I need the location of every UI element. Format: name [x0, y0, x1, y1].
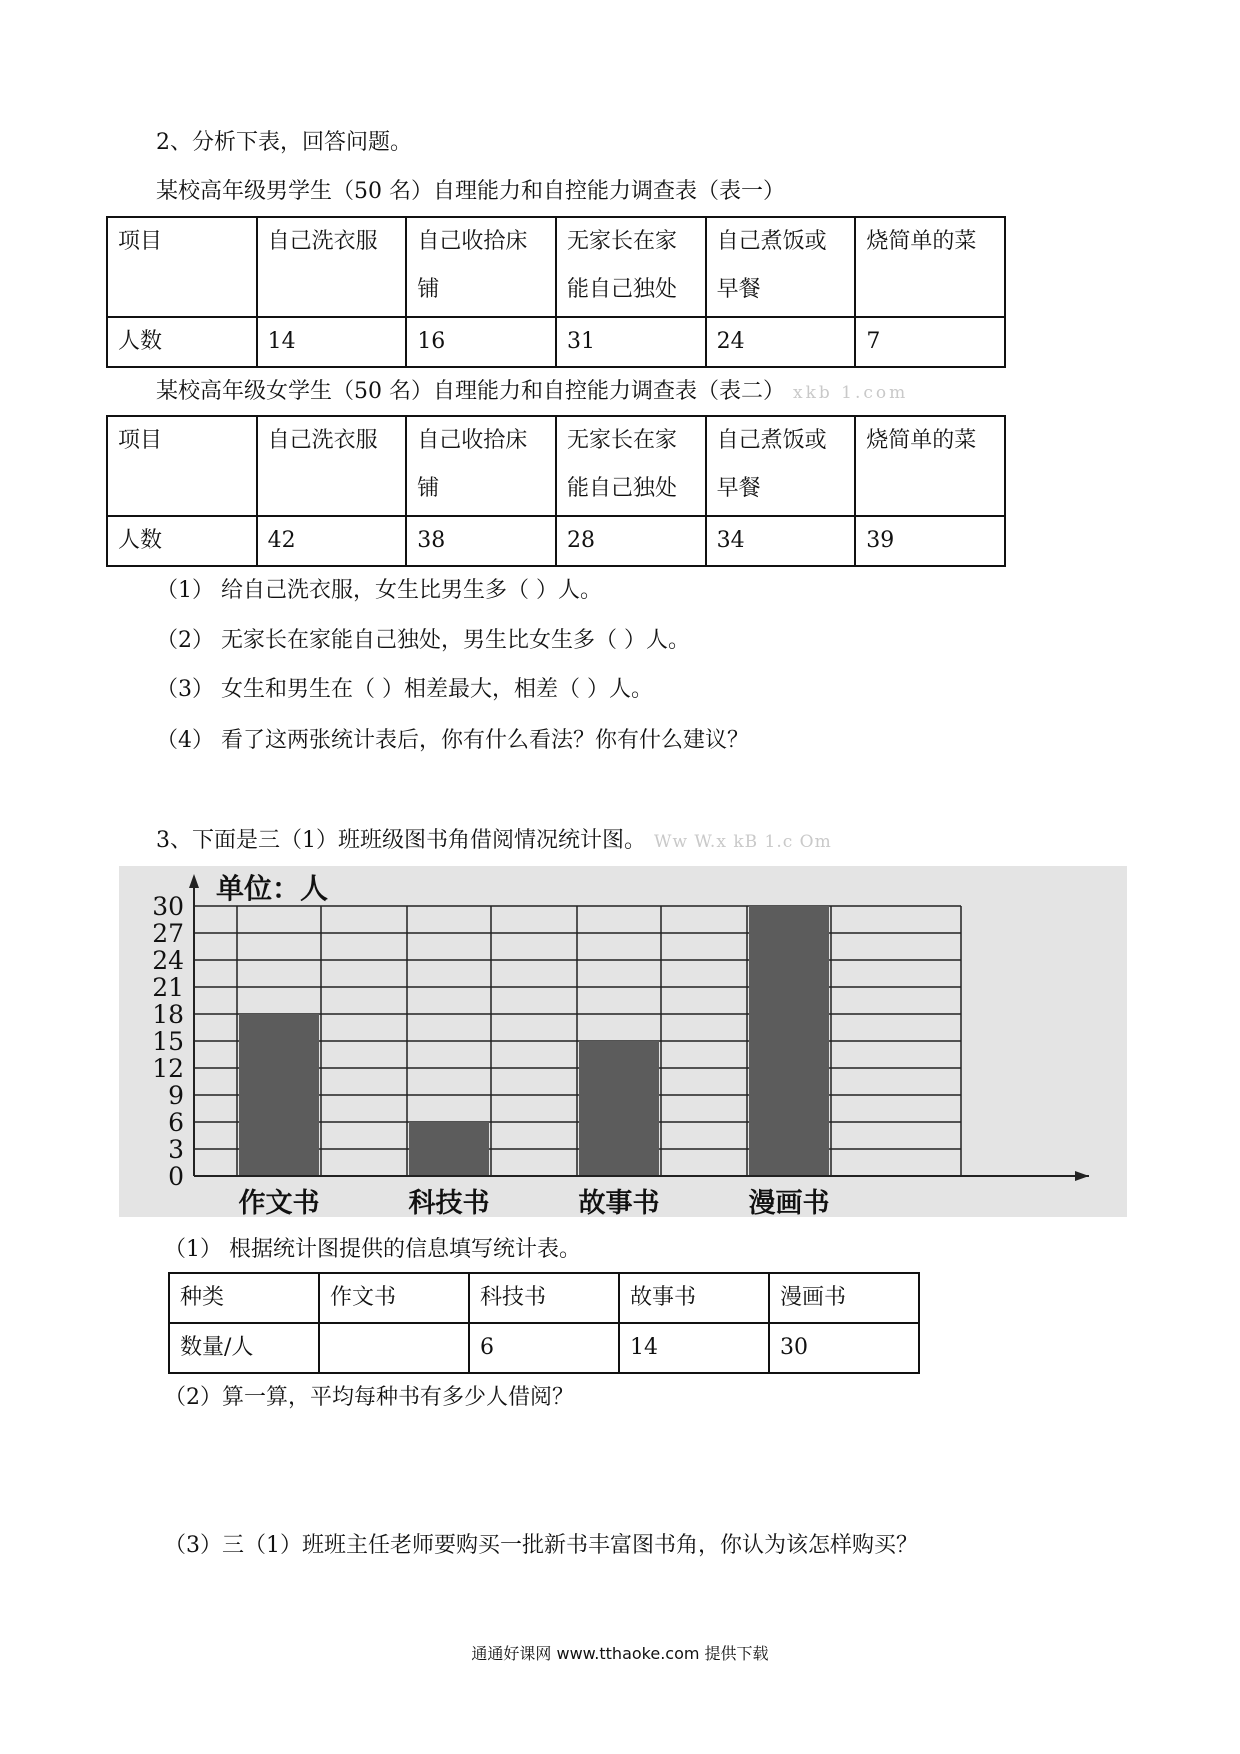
- girls-col-5: 烧简单的菜: [855, 416, 1005, 516]
- boys-table: [106, 216, 1006, 368]
- y-tick-label: 21: [152, 973, 184, 1002]
- bar-科技书: [409, 1122, 489, 1176]
- boys-count-1: 14: [257, 317, 407, 367]
- q3-heading-text: 3、下面是三（1）班班级图书角借阅情况统计图。: [156, 828, 646, 853]
- y-tick-label: 3: [168, 1135, 184, 1164]
- bar-chart-svg: [119, 866, 1127, 1217]
- books-cell-4: 14: [619, 1323, 769, 1373]
- girls-table: [106, 415, 1006, 567]
- q2-question-4: （4） 看了这两张统计表后，你有什么看法？你有什么建议？: [156, 728, 749, 753]
- boys-count-3: 31: [556, 317, 706, 367]
- girls-table-header-row: [107, 416, 1005, 516]
- girls-col-4: 自己煮饭或 早餐: [706, 416, 856, 516]
- unit-label: 单位：人: [216, 872, 329, 905]
- x-category-label: 故事书: [578, 1188, 660, 1217]
- books-head-5: 漫画书: [769, 1273, 919, 1323]
- boys-count-label: 人数: [107, 317, 257, 367]
- x-category-label: 科技书: [408, 1188, 490, 1217]
- girls-table-count-row: [107, 516, 1005, 566]
- books-cell-5: 30: [769, 1323, 919, 1373]
- y-tick-label: 6: [168, 1108, 184, 1137]
- girls-count-5: 39: [855, 516, 1005, 566]
- y-axis-arrow: [189, 874, 199, 888]
- q3-heading: [156, 826, 832, 857]
- q2-heading: 2、分析下表，回答问题。: [156, 130, 412, 155]
- books-table-header-row: [169, 1273, 919, 1323]
- books-head-4: 故事书: [619, 1273, 769, 1323]
- y-tick-label: 0: [168, 1162, 184, 1191]
- books-table-count-row: [169, 1323, 919, 1373]
- table1-title: 某校高年级男学生（50 名）自理能力和自控能力调查表（表一）: [156, 179, 785, 204]
- y-tick-label: 24: [152, 946, 184, 975]
- q3-sub-1: （1） 根据统计图提供的信息填写统计表。: [164, 1237, 581, 1262]
- y-tick-label: 27: [152, 919, 184, 948]
- x-category-label: 作文书: [238, 1188, 320, 1217]
- boys-count-4: 24: [706, 317, 856, 367]
- girls-count-3: 28: [556, 516, 706, 566]
- girls-col-2: 自己收拾床 铺: [406, 416, 556, 516]
- boys-col-3: 无家长在家 能自己独处: [556, 217, 706, 317]
- table2-watermark: xkb 1.com: [793, 383, 909, 403]
- q3-sub-3: （3）三（1）班班主任老师要购买一批新书丰富图书角，你认为该怎样购买？: [164, 1533, 918, 1558]
- girls-count-label: 人数: [107, 516, 257, 566]
- books-cell-3: 6: [469, 1323, 619, 1373]
- bar-漫画书: [749, 906, 829, 1176]
- bar-chart: [119, 866, 1127, 1217]
- boys-col-1: 自己洗衣服: [257, 217, 407, 317]
- y-tick-label: 30: [152, 892, 184, 921]
- bar-作文书: [239, 1014, 319, 1176]
- y-tick-label: 15: [152, 1027, 184, 1056]
- boys-count-2: 16: [406, 317, 556, 367]
- books-head-1: 种类: [169, 1273, 319, 1323]
- books-cell-2[interactable]: [319, 1323, 469, 1373]
- boys-col-4: 自己煮饭或 早餐: [706, 217, 856, 317]
- q2-question-3: （3） 女生和男生在（ ）相差最大，相差（ ）人。: [156, 677, 653, 702]
- table2-title-text: 某校高年级女学生（50 名）自理能力和自控能力调查表（表二）: [156, 379, 785, 404]
- girls-count-1: 42: [257, 516, 407, 566]
- girls-col-3: 无家长在家 能自己独处: [556, 416, 706, 516]
- boys-table-header-row: [107, 217, 1005, 317]
- boys-col-2: 自己收拾床 铺: [406, 217, 556, 317]
- q3-heading-watermark: Ww W.x kB 1.c Om: [654, 832, 832, 852]
- girls-header-label: 项目: [107, 416, 257, 516]
- page-footer: 通通好课网 www.tthaoke.com 提供下载: [471, 1644, 769, 1663]
- y-tick-label: 9: [168, 1081, 184, 1110]
- bar-故事书: [579, 1041, 659, 1176]
- girls-count-4: 34: [706, 516, 856, 566]
- books-head-2: 作文书: [319, 1273, 469, 1323]
- books-head-3: 科技书: [469, 1273, 619, 1323]
- books-cell-1: 数量/人: [169, 1323, 319, 1373]
- x-category-label: 漫画书: [748, 1188, 830, 1217]
- boys-table-count-row: [107, 317, 1005, 367]
- boys-col-5: 烧简单的菜: [855, 217, 1005, 317]
- table2-title: [156, 377, 908, 408]
- girls-col-1: 自己洗衣服: [257, 416, 407, 516]
- boys-count-5: 7: [855, 317, 1005, 367]
- y-tick-label: 18: [152, 1000, 184, 1029]
- q2-question-2: （2） 无家长在家能自己独处，男生比女生多（ ）人。: [156, 628, 690, 653]
- y-tick-label: 12: [152, 1054, 184, 1083]
- books-table: [168, 1272, 920, 1374]
- girls-count-2: 38: [406, 516, 556, 566]
- boys-header-label: 项目: [107, 217, 257, 317]
- x-axis-arrow: [1075, 1171, 1089, 1181]
- q2-question-1: （1） 给自己洗衣服，女生比男生多（ ）人。: [156, 578, 602, 603]
- q3-sub-2: （2）算一算，平均每种书有多少人借阅？: [164, 1385, 574, 1410]
